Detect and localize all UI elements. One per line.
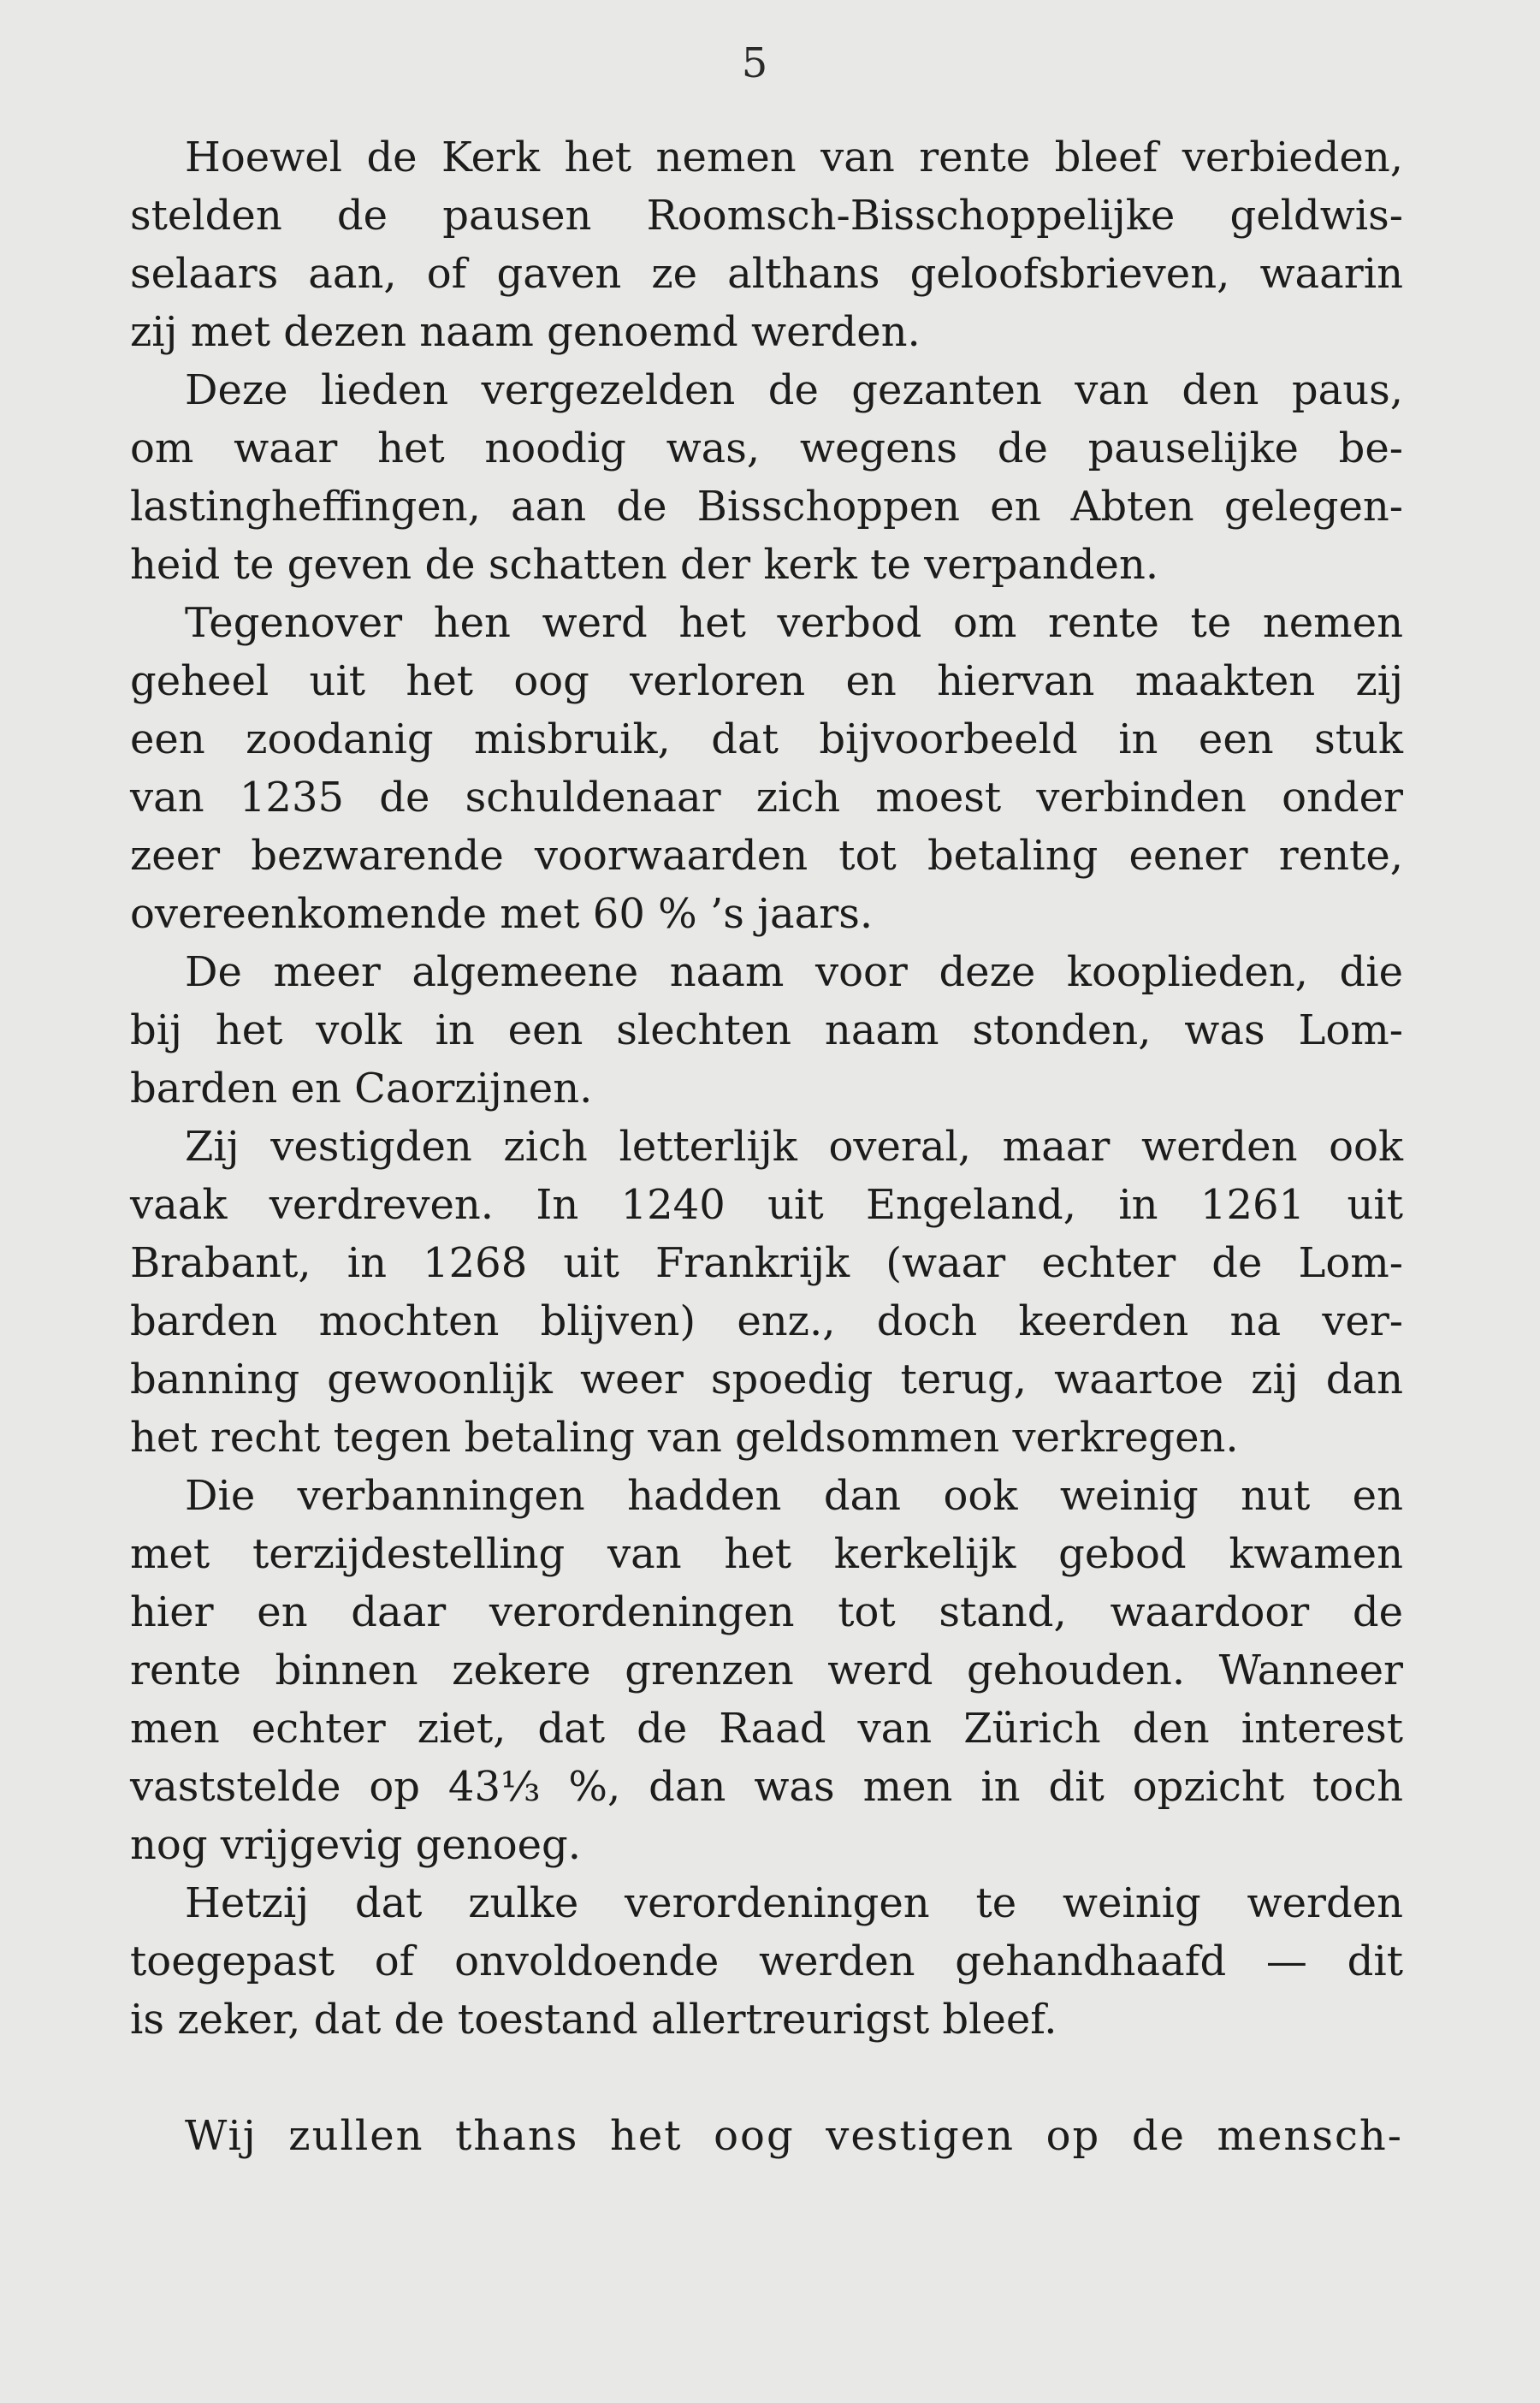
text-line: men echter ziet, dat de Raad van Zürich den interest [130, 1705, 1403, 1753]
text-line: zij met dezen naam genoemd werden. [130, 308, 921, 356]
text-line: barden mochten blijven) enz., doch keerden na ver- [130, 1297, 1403, 1345]
text-line: geheel uit het oog verloren en hiervan maakten zij [130, 657, 1403, 705]
text-line: Zij vestigden zich letterlijk overal, maar werden ook [185, 1123, 1403, 1171]
text-line: overeenkomende met 60 % ’s jaars. [130, 890, 874, 938]
text-line: om waar het noodig was, wegens de pauselijke be- [130, 424, 1403, 472]
text-line: stelden de pausen Roomsch-Bisschoppelijke geldwis- [130, 192, 1403, 240]
text-line: is zeker, dat de toestand allertreurigst bleef. [130, 1996, 1057, 2044]
text-line: een zoodanig misbruik, dat bijvoorbeeld in een stuk [130, 715, 1403, 763]
text-line: Die verbanningen hadden dan ook weinig nut en [185, 1472, 1403, 1520]
text-line: Hetzij dat zulke verordeningen te weinig werden [185, 1879, 1403, 1927]
text-line: vaak verdreven. In 1240 uit Engeland, in 1261 uit [130, 1181, 1403, 1229]
text-line: selaars aan, of gaven ze althans geloofsbrieven, waarin [130, 250, 1403, 298]
text-line: De meer algemeene naam voor deze kooplieden, die [185, 948, 1403, 996]
text-line: het recht tegen betaling van geldsommen verkregen. [130, 1414, 1239, 1462]
text-line: Wij zullen thans het oog vestigen op de mensch- [185, 2112, 1403, 2160]
text-line: Hoewel de Kerk het nemen van rente bleef verbieden, [185, 134, 1403, 181]
text-line: toegepast of onvoldoende werden gehandhaafd — dit [130, 1937, 1403, 1985]
text-line: met terzijdestelling van het kerkelijk gebod kwamen [130, 1530, 1403, 1578]
text-line: zeer bezwarende voorwaarden tot betaling eener rente, [130, 832, 1403, 880]
text-line: nog vrijgevig genoeg. [130, 1821, 582, 1869]
text-line: heid te geven de schatten der kerk te verpanden. [130, 541, 1159, 589]
text-line: vaststelde op 43⅓ %, dan was men in dit opzicht toch [130, 1763, 1403, 1811]
text-line: banning gewoonlijk weer spoedig terug, waartoe zij dan [130, 1356, 1403, 1403]
text-line: hier en daar verordeningen tot stand, waardoor de [130, 1588, 1403, 1636]
text-line: rente binnen zekere grenzen werd gehouden. Wanneer [130, 1646, 1403, 1694]
text-line: Brabant, in 1268 uit Frankrijk (waar echter de Lom- [130, 1239, 1403, 1287]
text-line: Deze lieden vergezelden de gezanten van den paus, [185, 366, 1403, 414]
text-line: Tegenover hen werd het verbod om rente te nemen [185, 599, 1403, 647]
text-line: barden en Caorzijnen. [130, 1065, 593, 1112]
text-line: lastingheffingen, aan de Bisschoppen en Abten gelegen- [130, 483, 1403, 531]
page-number: 5 [741, 39, 768, 87]
text-line: bij het volk in een slechten naam stonden, was Lom- [130, 1006, 1403, 1054]
text-line: van 1235 de schuldenaar zich moest verbinden onder [130, 774, 1403, 822]
